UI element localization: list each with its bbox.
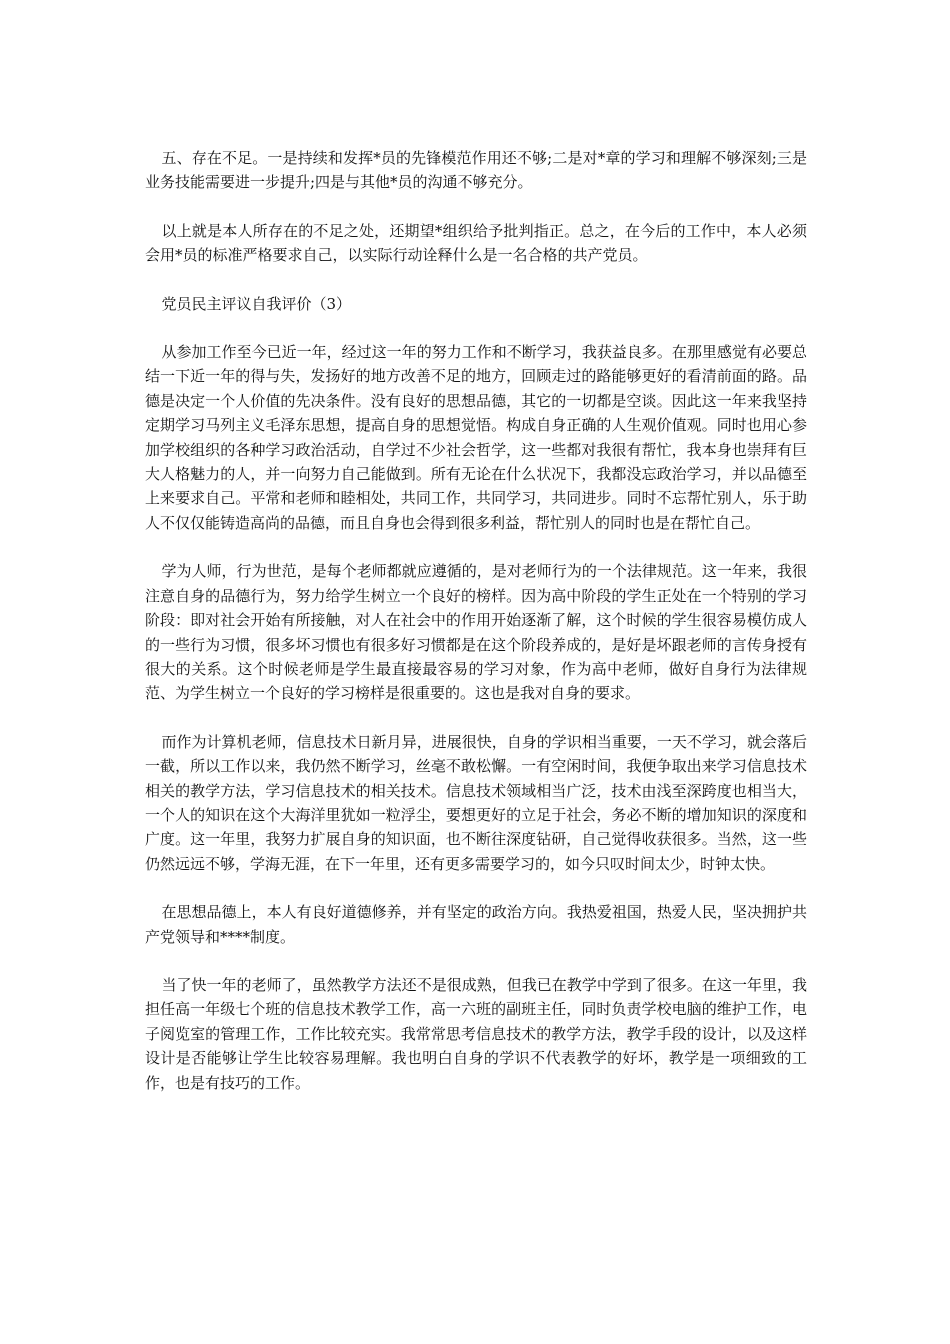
paragraph-conclusion: 以上就是本人所存在的不足之处，还期望*组织给予批判指正。总之，在今后的工作中，本人必须会用*员的标准严格要求自己，以实际行动诠释什么是一名合格的共产党员。 (145, 221, 807, 265)
paragraph-shortcomings: 五、存在不足。一是持续和发挥*员的先锋模范作用还不够;二是对*章的学习和理解不够深刻;三是业务技能需要进一步提升;四是与其他*员的沟通不够充分。 (145, 149, 807, 192)
paragraph-body-4: 在思想品德上，本人有良好道德修养，并有坚定的政治方向。我热爱祖国，热爱人民，坚决拥护共产党领导和****制度。 (145, 903, 807, 946)
paragraph-body-1: 从参加工作至今已近一年，经过这一年的努力工作和不断学习，我获益良多。在那里感觉有必要总结一下近一年的得与失，发扬好的地方改善不足的地方，回顾走过的路能够更好的看清前面的路。品德是决定一个人价值的先决条件。没有良好的思想品德，其它的一切都是空谈。因此这一年来我坚持定期学习马列主义毛泽东思想，提高自身的思想觉悟。构成自身正确的人生观价值观。同时也用心参加学校组织的各种学习政治活动，自学过不少社会哲学，这一些都对我很有帮忙，我本身也崇拜有巨大人格魅力的人，并一向努力自己能做到。所有无论在什么状况下，我都没忘政治学习，并以品德至上来要求自己。平常和老师和睦相处，共同工作，共同学习，共同进步。同时不忘帮忙别人，乐于助人不仅仅能铸造高尚的品德，而且自身也会得到很多利益，帮忙别人的同时也是在帮忙自己。 (145, 343, 807, 532)
paragraph-body-2: 学为人师，行为世范，是每个老师都就应遵循的，是对老师行为的一个法律规范。这一年来，我很注意自身的品德行为，努力给学生树立一个良好的榜样。因为高中阶段的学生正处在一个特别的学习阶段：即对社会开始有所接触，对人在社会中的作用开始逐渐了解，这个时候的学生很容易模仿成人的一些行为习惯，很多坏习惯也有很多好习惯都是在这个阶段养成的，是好是坏跟老师的言传身授有很大的关系。这个时候老师是学生最直接最容易的学习对象，作为高中老师，做好自身行为法律规范、为学生树立一个良好的学习榜样是很重要的。这也是我对自身的要求。 (145, 562, 807, 703)
document-body (145, 146, 807, 1119)
paragraph-body-3: 而作为计算机老师，信息技术日新月异，进展很快，自身的学识相当重要，一天不学习，就会落后一截，所以工作以来，我仍然不断学习，丝毫不敢松懈。一有空闲时间，我便争取出来学习信息技术相关的教学方法，学习信息技术的相关技术。信息技术领域相当广泛，技术由浅至深跨度也相当大，一个人的知识在这个大海洋里犹如一粒浮尘，要想更好的立足于社会，务必不断的增加知识的深度和广度。这一年里，我努力扩展自身的知识面，也不断往深度钻研，自己觉得收获很多。当然，这一些仍然远远不够，学海无涯，在下一年里，还有更多需要学习的，如今只叹时间太少，时钟太快。 (145, 732, 807, 873)
section-title: 党员民主评议自我评价（3） (161, 294, 352, 313)
paragraph-body-5: 当了快一年的老师了，虽然教学方法还不是很成熟，但我已在教学中学到了很多。在这一年里，我担任高一年级七个班的信息技术教学工作，高一六班的副班主任，同时负责学校电脑的维护工作，电子阅览室的管理工作，工作比较充实。我常常思考信息技术的教学方法，教学手段的设计，以及这样设计是否能够让学生比较容易理解。我也明白自身的学识不代表教学的好坏，教学是一项细致的工作，也是有技巧的工作。 (145, 975, 807, 1092)
